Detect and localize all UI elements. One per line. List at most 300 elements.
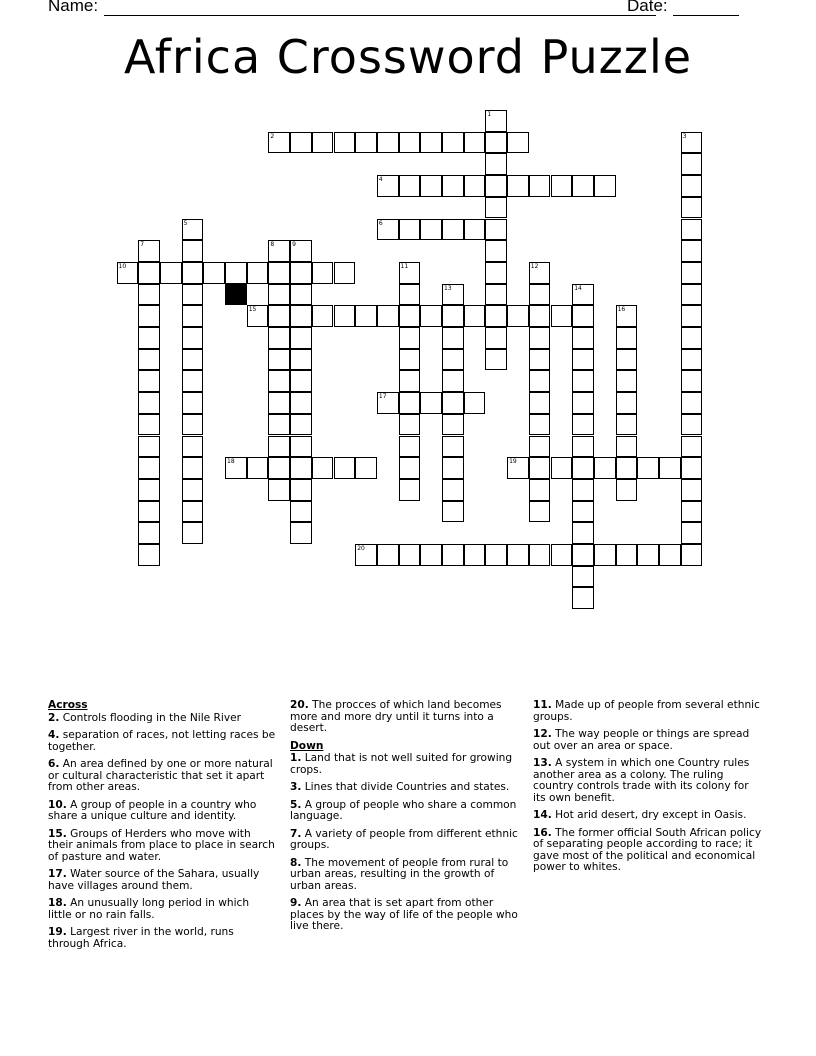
grid-cell[interactable]: [507, 544, 529, 566]
cell-number: 4: [378, 176, 383, 184]
grid-cell[interactable]: [464, 305, 486, 327]
grid-cell[interactable]: [529, 544, 551, 566]
grid-cell[interactable]: [442, 392, 464, 414]
grid-cell[interactable]: [268, 414, 290, 436]
clue-text: A group of people in a country who share a unique culture and identity.: [48, 798, 257, 822]
grid-cell[interactable]: [377, 544, 399, 566]
grid-cell[interactable]: [268, 436, 290, 458]
grid-cell[interactable]: [572, 501, 594, 523]
cell-number: 13: [444, 284, 452, 292]
cell-number: 6: [378, 219, 383, 227]
grid-cell[interactable]: [290, 414, 312, 436]
grid-cell[interactable]: [160, 262, 182, 284]
grid-cell[interactable]: [529, 501, 551, 523]
grid-cell[interactable]: [182, 305, 204, 327]
clue-item: [48, 927, 276, 950]
grid-cell[interactable]: [138, 414, 160, 436]
grid-cell[interactable]: [420, 219, 442, 241]
grid-cell[interactable]: [572, 327, 594, 349]
grid-cell[interactable]: [182, 522, 204, 544]
grid-cell[interactable]: [616, 457, 638, 479]
grid-cell[interactable]: [247, 305, 269, 327]
down-clue-list: [290, 753, 518, 933]
grid-cell[interactable]: [182, 327, 204, 349]
grid-cell[interactable]: [117, 262, 139, 284]
grid-cell[interactable]: [290, 370, 312, 392]
clue-item: [48, 800, 276, 823]
grid-cell[interactable]: [572, 522, 594, 544]
clue-item: [290, 800, 518, 823]
grid-cell[interactable]: [182, 240, 204, 262]
cell-number: 11: [400, 262, 409, 270]
grid-cell[interactable]: [399, 479, 421, 501]
grid-cell[interactable]: [290, 392, 312, 414]
grid-cell[interactable]: [290, 132, 312, 154]
clue-number: 14.: [533, 809, 552, 821]
grid-cell[interactable]: [290, 457, 312, 479]
grid-cell[interactable]: [529, 457, 551, 479]
cell-number: 14: [574, 284, 582, 292]
grid-cell[interactable]: [681, 175, 703, 197]
grid-cell[interactable]: [399, 370, 421, 392]
grid-cell[interactable]: [355, 132, 377, 154]
clue-item: [290, 782, 518, 794]
grid-cell[interactable]: [182, 479, 204, 501]
grid-cell[interactable]: [681, 262, 703, 284]
cell-number: 19: [509, 458, 517, 466]
clue-number: 17.: [48, 868, 67, 880]
grid-cell[interactable]: [681, 349, 703, 371]
cell-number: 1: [487, 111, 492, 118]
clue-number: 5.: [290, 798, 302, 811]
grid-cell[interactable]: [399, 436, 421, 458]
grid-cell[interactable]: [138, 501, 160, 523]
grid-cell[interactable]: [138, 392, 160, 414]
clue-item: [290, 753, 518, 776]
grid-cell[interactable]: [616, 349, 638, 371]
clue-item: [48, 713, 276, 725]
grid-cell[interactable]: [659, 457, 681, 479]
grid-cell[interactable]: [572, 370, 594, 392]
clue-item: [533, 758, 763, 804]
grid-cell[interactable]: [616, 327, 638, 349]
grid-cell[interactable]: [464, 392, 486, 414]
grid-cell[interactable]: [681, 392, 703, 414]
clue-number: 1.: [290, 752, 302, 764]
clue-number: 2.: [48, 711, 60, 724]
grid-cell[interactable]: [572, 544, 594, 566]
clue-item: [48, 730, 276, 753]
cell-number: 16: [617, 306, 626, 314]
cell-number: 7: [140, 241, 145, 249]
grid-cell[interactable]: [485, 544, 507, 566]
grid-cell[interactable]: [138, 284, 160, 306]
date-label: Date:: [627, 0, 668, 15]
clue-text: Land that is not well suited for growing crops.: [290, 752, 513, 776]
clues-column-2: [290, 700, 518, 939]
grid-cell[interactable]: [138, 349, 160, 371]
grid-cell[interactable]: [442, 457, 464, 479]
grid-cell[interactable]: [572, 414, 594, 436]
across-clue-list-continued: [290, 700, 518, 735]
grid-cell[interactable]: [681, 327, 703, 349]
grid-cell[interactable]: [464, 219, 486, 241]
grid-cell[interactable]: [399, 284, 421, 306]
grid-cell[interactable]: [312, 132, 334, 154]
grid-cell[interactable]: [399, 262, 421, 284]
grid-cell[interactable]: [572, 305, 594, 327]
grid-cell[interactable]: [442, 370, 464, 392]
grid-cell[interactable]: [529, 392, 551, 414]
grid-cell[interactable]: [334, 457, 356, 479]
grid-cell[interactable]: [290, 501, 312, 523]
grid-cell[interactable]: [529, 479, 551, 501]
cell-number: 9: [292, 241, 296, 249]
clue-item: [533, 729, 763, 752]
clue-item: [290, 898, 518, 933]
clue-number: 4.: [48, 729, 60, 741]
clue-item: [48, 829, 276, 864]
clue-number: 10.: [48, 798, 67, 811]
grid-cell[interactable]: [268, 327, 290, 349]
grid-cell[interactable]: [268, 457, 290, 479]
grid-cell[interactable]: [268, 370, 290, 392]
across-heading: Across: [48, 699, 88, 711]
grid-cell[interactable]: [138, 457, 160, 479]
clue-number: 12.: [533, 728, 552, 740]
grid-cell[interactable]: [182, 219, 204, 241]
grid-cell[interactable]: [182, 392, 204, 414]
grid-cell[interactable]: [681, 522, 703, 544]
grid-cell[interactable]: [616, 544, 638, 566]
grid-cell[interactable]: [681, 479, 703, 501]
grid-cell[interactable]: [681, 305, 703, 327]
grid-cell[interactable]: [681, 370, 703, 392]
grid-cell[interactable]: [507, 305, 529, 327]
clue-text: A system in which one Country rules another area as a colony. The ruling country controls trade with its colony for its own benefit.: [533, 757, 750, 804]
grid-cell[interactable]: [399, 392, 421, 414]
cell-number: 5: [183, 219, 188, 227]
grid-cell[interactable]: [182, 501, 204, 523]
clue-number: 16.: [533, 826, 552, 839]
grid-cell[interactable]: [355, 305, 377, 327]
grid-cell[interactable]: [442, 175, 464, 197]
grid-cell[interactable]: [681, 240, 703, 262]
grid-cell[interactable]: [268, 349, 290, 371]
clue-text: A variety of people from different ethnic groups.: [290, 827, 518, 851]
clue-number: 8.: [290, 856, 302, 869]
cell-number: 8: [270, 241, 275, 249]
cell-number: 17: [378, 393, 387, 401]
grid-cell[interactable]: [681, 544, 703, 566]
grid-cell[interactable]: [485, 349, 507, 371]
grid-cell[interactable]: [138, 544, 160, 566]
black-cell: [225, 284, 247, 306]
grid-cell[interactable]: [268, 479, 290, 501]
grid-cell[interactable]: [529, 175, 551, 197]
grid-cell[interactable]: [616, 436, 638, 458]
grid-cell[interactable]: [290, 436, 312, 458]
grid-cell[interactable]: [529, 349, 551, 371]
grid-cell[interactable]: [399, 414, 421, 436]
grid-cell[interactable]: [290, 240, 312, 262]
grid-cell[interactable]: [572, 436, 594, 458]
grid-cell[interactable]: [594, 457, 616, 479]
grid-cell[interactable]: [420, 132, 442, 154]
clue-number: 6.: [48, 758, 60, 770]
grid-cell[interactable]: [312, 457, 334, 479]
name-label: Name:: [48, 0, 99, 15]
clue-text: An area that is set apart from other places by the way of life of the people who live there.: [290, 897, 518, 932]
clue-item: [48, 898, 276, 921]
grid-cell[interactable]: [442, 132, 464, 154]
grid-cell[interactable]: [399, 132, 421, 154]
grid-cell[interactable]: [681, 132, 703, 154]
grid-cell[interactable]: [442, 349, 464, 371]
grid-cell[interactable]: [529, 414, 551, 436]
clue-text: Controls flooding in the Nile River: [59, 711, 241, 724]
grid-cell[interactable]: [529, 327, 551, 349]
clue-item: [290, 700, 518, 735]
grid-cell[interactable]: [225, 457, 247, 479]
clue-text: Lines that divide Countries and states.: [301, 781, 510, 793]
grid-cell[interactable]: [138, 370, 160, 392]
grid-cell[interactable]: [268, 132, 290, 154]
grid-cell[interactable]: [529, 370, 551, 392]
grid-cell[interactable]: [247, 457, 269, 479]
clue-text: The movement of people from rural to urban areas, resulting in the growth of urban areas.: [290, 856, 509, 892]
grid-cell[interactable]: [182, 457, 204, 479]
grid-cell[interactable]: [507, 175, 529, 197]
grid-cell[interactable]: [572, 349, 594, 371]
grid-cell[interactable]: [681, 414, 703, 436]
grid-cell[interactable]: [616, 305, 638, 327]
grid-cell[interactable]: [290, 479, 312, 501]
grid-cell[interactable]: [485, 132, 507, 154]
grid-cell[interactable]: [138, 240, 160, 262]
grid-cell[interactable]: [377, 132, 399, 154]
grid-cell[interactable]: [616, 479, 638, 501]
clue-text: An unusually long period in which little or no rain falls.: [48, 897, 250, 921]
clue-text: Largest river in the world, runs through Africa.: [48, 926, 234, 950]
grid-cell[interactable]: [681, 153, 703, 175]
clue-item: [48, 869, 276, 892]
grid-cell[interactable]: [399, 327, 421, 349]
grid-cell[interactable]: [442, 305, 464, 327]
grid-cell[interactable]: [485, 305, 507, 327]
grid-cell[interactable]: [420, 175, 442, 197]
grid-cell[interactable]: [485, 110, 507, 132]
grid-cell[interactable]: [290, 522, 312, 544]
grid-cell[interactable]: [681, 501, 703, 523]
clue-text: Hot arid desert, dry except in Oasis.: [551, 809, 747, 821]
grid-cell[interactable]: [182, 349, 204, 371]
grid-cell[interactable]: [138, 327, 160, 349]
grid-cell[interactable]: [290, 327, 312, 349]
grid-cell[interactable]: [225, 262, 247, 284]
grid-cell[interactable]: [442, 544, 464, 566]
grid-cell[interactable]: [442, 436, 464, 458]
grid-cell[interactable]: [377, 219, 399, 241]
grid-cell[interactable]: [312, 305, 334, 327]
clue-text: The procces of which land becomes more and more dry until it turns into a desert.: [290, 699, 502, 734]
grid-cell[interactable]: [138, 522, 160, 544]
grid-cell[interactable]: [268, 262, 290, 284]
clue-text: Made up of people from several ethnic groups.: [533, 699, 760, 723]
grid-cell[interactable]: [681, 457, 703, 479]
grid-cell[interactable]: [355, 457, 377, 479]
grid-cell[interactable]: [182, 414, 204, 436]
grid-cell[interactable]: [442, 414, 464, 436]
grid-cell[interactable]: [485, 219, 507, 241]
grid-cell[interactable]: [529, 436, 551, 458]
grid-cell[interactable]: [290, 305, 312, 327]
grid-cell[interactable]: [290, 349, 312, 371]
grid-cell[interactable]: [399, 457, 421, 479]
clue-number: 18.: [48, 897, 67, 909]
grid-cell[interactable]: [334, 305, 356, 327]
grid-cell[interactable]: [572, 566, 594, 588]
grid-cell[interactable]: [203, 262, 225, 284]
grid-cell[interactable]: [138, 305, 160, 327]
grid-cell[interactable]: [485, 262, 507, 284]
grid-cell[interactable]: [616, 370, 638, 392]
grid-cell[interactable]: [334, 262, 356, 284]
grid-cell[interactable]: [529, 305, 551, 327]
grid-cell[interactable]: [572, 457, 594, 479]
grid-cell[interactable]: [485, 153, 507, 175]
grid-cell[interactable]: [485, 240, 507, 262]
clue-number: 11.: [533, 699, 552, 711]
grid-cell[interactable]: [507, 132, 529, 154]
grid-cell[interactable]: [442, 501, 464, 523]
clue-number: 19.: [48, 926, 67, 938]
cell-number: 15: [248, 306, 257, 314]
grid-cell[interactable]: [616, 392, 638, 414]
grid-cell[interactable]: [551, 544, 573, 566]
clue-text: The former official South African policy of separating people according to race; it gave most of the political and economical power to whites.: [533, 826, 762, 873]
grid-cell[interactable]: [485, 327, 507, 349]
clue-item: [290, 858, 518, 893]
clue-text: An area defined by one or more natural or cultural characteristic that set it apart from other areas.: [48, 758, 273, 793]
grid-cell[interactable]: [572, 175, 594, 197]
clue-text: Groups of Herders who move with their animals from place to place in search of pasture and water.: [48, 827, 275, 863]
grid-cell[interactable]: [182, 284, 204, 306]
clue-item: [290, 829, 518, 852]
grid-cell[interactable]: [507, 457, 529, 479]
clue-item: [533, 700, 763, 723]
grid-cell[interactable]: [420, 392, 442, 414]
down-clue-list-continued: [533, 700, 763, 874]
grid-cell[interactable]: [659, 544, 681, 566]
grid-cell[interactable]: [572, 479, 594, 501]
clue-text: A group of people who share a common language.: [290, 798, 517, 822]
clue-text: separation of races, not letting races be together.: [48, 729, 276, 753]
grid-cell[interactable]: [529, 284, 551, 306]
grid-cell[interactable]: [637, 457, 659, 479]
clues-column-1: [48, 700, 276, 956]
grid-cell[interactable]: [442, 479, 464, 501]
clue-number: 15.: [48, 827, 67, 840]
grid-cell[interactable]: [572, 284, 594, 306]
cell-number: 18: [227, 458, 235, 466]
grid-cell[interactable]: [551, 175, 573, 197]
grid-cell[interactable]: [247, 262, 269, 284]
clue-text: Water source of the Sahara, usually have villages around them.: [48, 868, 260, 892]
grid-cell[interactable]: [268, 392, 290, 414]
grid-cell[interactable]: [616, 414, 638, 436]
grid-cell[interactable]: [442, 219, 464, 241]
grid-cell[interactable]: [529, 262, 551, 284]
clue-text: The way people or things are spread out over an area or space.: [533, 728, 750, 752]
grid-cell[interactable]: [420, 305, 442, 327]
grid-cell[interactable]: [377, 175, 399, 197]
grid-cell[interactable]: [551, 457, 573, 479]
grid-cell[interactable]: [681, 219, 703, 241]
grid-cell[interactable]: [399, 175, 421, 197]
grid-cell[interactable]: [182, 370, 204, 392]
grid-cell[interactable]: [290, 262, 312, 284]
cell-number: 10: [118, 262, 127, 270]
grid-cell[interactable]: [334, 132, 356, 154]
grid-cell[interactable]: [312, 262, 334, 284]
grid-cell[interactable]: [681, 436, 703, 458]
grid-cell[interactable]: [464, 544, 486, 566]
grid-cell[interactable]: [485, 175, 507, 197]
grid-cell[interactable]: [637, 544, 659, 566]
clue-item: [48, 759, 276, 794]
grid-cell[interactable]: [399, 219, 421, 241]
grid-cell[interactable]: [681, 284, 703, 306]
clue-number: 9.: [290, 897, 302, 909]
grid-cell[interactable]: [290, 284, 312, 306]
grid-cell[interactable]: [268, 284, 290, 306]
cell-number: 12: [530, 262, 539, 270]
grid-cell[interactable]: [464, 175, 486, 197]
grid-cell[interactable]: [485, 197, 507, 219]
across-clue-list: [48, 713, 276, 951]
grid-cell[interactable]: [182, 262, 204, 284]
grid-cell[interactable]: [377, 392, 399, 414]
grid-cell[interactable]: [399, 305, 421, 327]
grid-cell[interactable]: [681, 197, 703, 219]
grid-cell[interactable]: [138, 262, 160, 284]
grid-cell[interactable]: [138, 479, 160, 501]
grid-cell[interactable]: [572, 392, 594, 414]
down-heading: Down: [290, 739, 324, 752]
page-title: Africa Crossword Puzzle: [123, 30, 693, 84]
grid-cell[interactable]: [594, 175, 616, 197]
grid-cell[interactable]: [138, 436, 160, 458]
cell-number: 20: [357, 545, 365, 552]
grid-cell[interactable]: [572, 587, 594, 609]
grid-cell[interactable]: [594, 544, 616, 566]
grid-cell[interactable]: [442, 284, 464, 306]
grid-cell[interactable]: [355, 544, 377, 566]
grid-cell[interactable]: [551, 305, 573, 327]
grid-cell[interactable]: [268, 240, 290, 262]
grid-cell[interactable]: [442, 327, 464, 349]
grid-cell[interactable]: [420, 544, 442, 566]
clues-column-3: [533, 700, 763, 880]
grid-cell[interactable]: [268, 305, 290, 327]
grid-cell[interactable]: [485, 284, 507, 306]
grid-cell[interactable]: [399, 349, 421, 371]
grid-cell[interactable]: [377, 305, 399, 327]
grid-cell[interactable]: [182, 436, 204, 458]
grid-cell[interactable]: [464, 132, 486, 154]
grid-cell[interactable]: [399, 544, 421, 566]
